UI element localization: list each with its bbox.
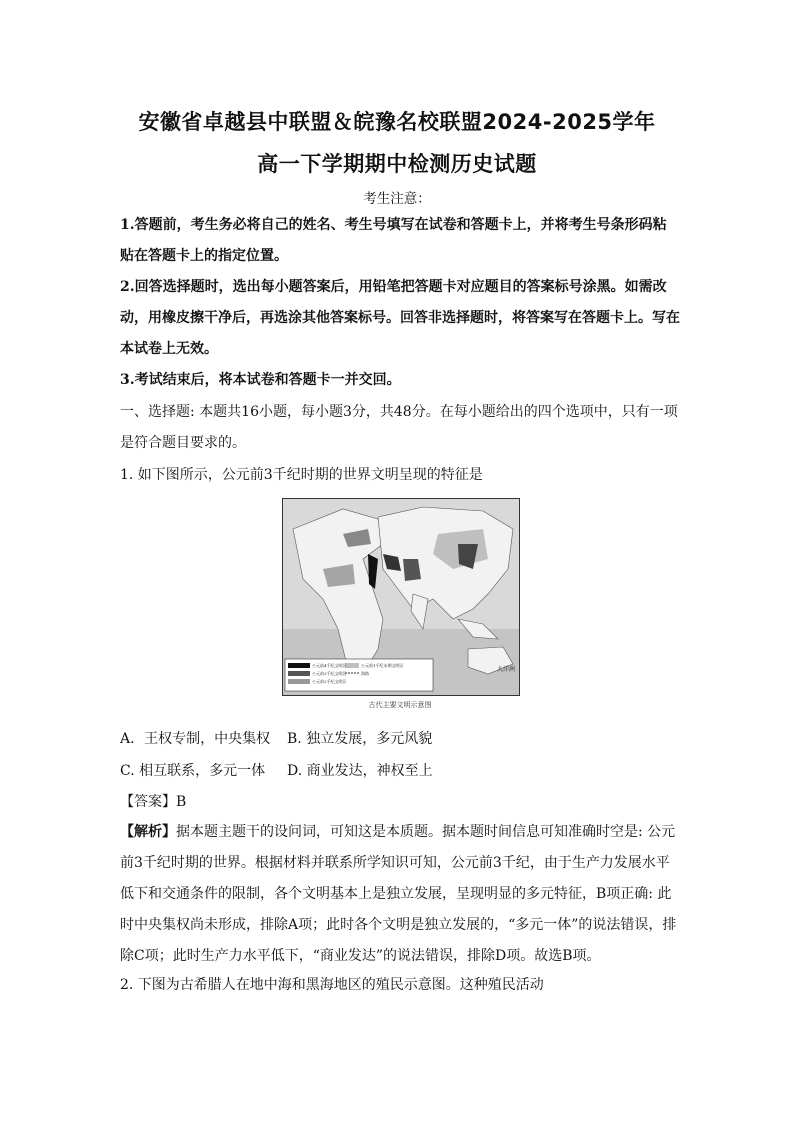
map-label-ocean: 大洋洲 xyxy=(497,666,516,673)
option-c: C. 相互联系，多元一体 xyxy=(120,763,266,779)
question-1-stem: 1. 如下图所示，公元前3千纪时期的世界文明呈现的特征是 xyxy=(120,467,483,483)
ancient-civilizations-map xyxy=(282,498,520,696)
answer-line: 【答案】B xyxy=(120,794,187,810)
map-legend-2: 公元前3千纪文明区 xyxy=(312,671,347,676)
exam-title-line2: 高一下学期期中检测历史试题 xyxy=(257,152,537,176)
map-graphic xyxy=(283,499,519,695)
map-legend-5: 海路 xyxy=(361,671,369,676)
notice-item-2: 2.回答选择题时，选出每小题答案后，用铅笔把答题卡对应题目的答案标号涂黑。如需改动，用橡皮擦干净后，再选涂其他答案标号。回答非选择题时，将答案写在答题卡上。写在本试卷上无效。 xyxy=(120,279,680,357)
section-intro: 一、选择题: 本题共16小题，每小题3分，共48分。在每小题给出的四个选项中，只有一项是符合题目要求的。 xyxy=(120,404,678,451)
notice-heading: 考生注意： xyxy=(363,191,431,207)
option-b: B. 独立发展，多元风貌 xyxy=(287,731,433,747)
map-legend-4: 公元前1千纪末期文明区 xyxy=(361,663,404,668)
option-a: A．王权专制，中央集权 xyxy=(120,731,271,747)
analysis-text: 据本题主题干的设问词，可知这是本质题。据本题时间信息可知准确时空是: 公元前3千纪时期的世界。根据材料并联系所学知识可知，公元前3千纪，由于生产力发展水平低下和交通条件的限制，各个文明基本上是独立发展，呈现明显的多元特征，B项正确: 此时中央集权尚未形成，排除A项；此时各个文明是独立发展的，“多元一体”的说法错误，排除C项；此时生产力水平低下，“商业发达”的说法错误，排除D项。故选B项。 xyxy=(120,824,677,964)
exam-title-line1: 安徽省卓越县中联盟＆皖豫名校联盟2024-2025学年 xyxy=(138,110,656,134)
map-legend-1: 公元前4千纪文明区 xyxy=(312,663,347,668)
question-2-stem: 2. 下图为古希腊人在地中海和黑海地区的殖民示意图。这种殖民活动 xyxy=(120,977,544,993)
notice-item-1: 1.答题前，考生务必将自己的姓名、考生号填写在试卷和答题卡上，并将考生号条形码粘贴在答题卡上的指定位置。 xyxy=(120,217,667,264)
option-d: D. 商业发达，神权至上 xyxy=(287,763,433,779)
analysis-label: 【解析】 xyxy=(120,824,176,840)
figure-caption: 古代主要文明示意图 xyxy=(368,701,432,709)
notice-item-3: 3.考试结束后，将本试卷和答题卡一并交回。 xyxy=(120,372,401,388)
analysis-paragraph xyxy=(120,817,680,972)
map-legend-3: 公元前2千纪文明区 xyxy=(312,679,347,684)
